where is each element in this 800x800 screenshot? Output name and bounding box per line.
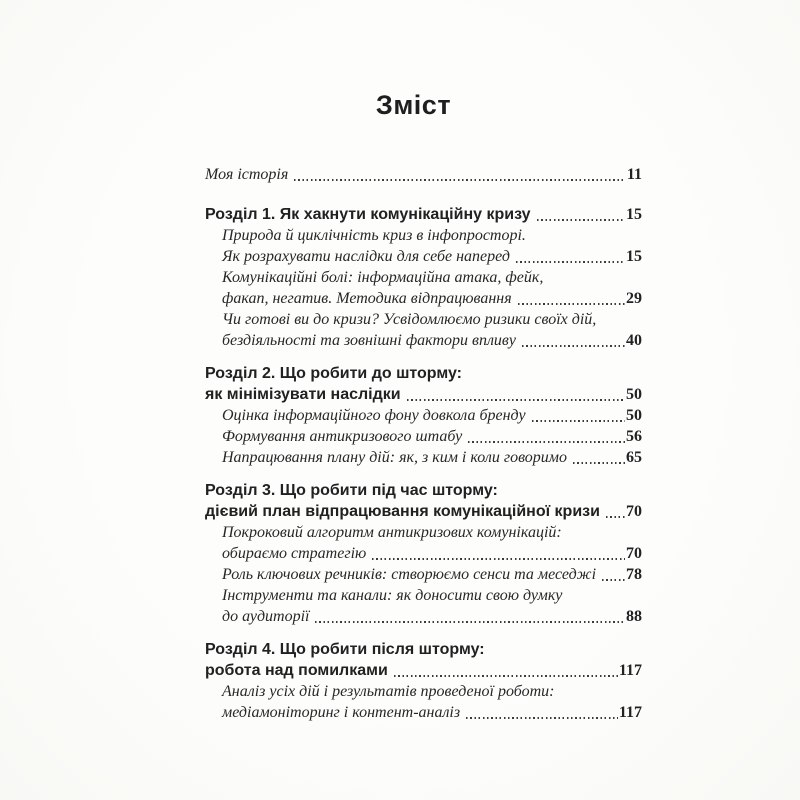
page-number: 50 (626, 407, 642, 424)
toc-entry (205, 384, 642, 405)
toc-entry (205, 480, 642, 501)
dot-leader (606, 516, 625, 518)
dot-leader (468, 441, 625, 443)
toc-entry-label: Моя історія (205, 166, 289, 183)
toc-entry (205, 309, 642, 330)
book-contents-page (205, 0, 642, 800)
page-number: 40 (626, 332, 642, 349)
toc-entry (205, 501, 642, 522)
toc-entry-label: Роль ключових речників: створюємо сенси та меседжі (222, 566, 597, 583)
toc-entry (205, 426, 642, 447)
toc-entry (205, 164, 642, 185)
toc-entry-label: Аналіз усіх дій і результатів проведеної роботи: (222, 683, 555, 700)
page-number: 117 (618, 662, 642, 679)
dot-leader (518, 303, 625, 305)
toc-entry-label: Інструменти та канали: як доносити свою думку (222, 587, 563, 604)
toc-entry-label: до аудиторії (222, 608, 310, 625)
toc-entry-label: Покроковий алгоритм антикризових комунікацій: (222, 524, 562, 541)
dot-leader (573, 462, 625, 464)
dot-leader (294, 179, 626, 181)
page-number: 50 (626, 386, 642, 403)
page-number: 78 (626, 566, 642, 583)
toc-entry-label: Розділ 2. Що робити до шторму: (205, 365, 463, 382)
page-title: Зміст (375, 90, 452, 120)
toc-entry-label: дієвий план відпрацювання комунікаційної кризи (205, 503, 600, 520)
toc-entry-label: робота над помилками (205, 662, 388, 679)
toc-section-2 (205, 363, 642, 468)
page-number: 117 (618, 704, 642, 721)
toc-entry (205, 246, 642, 267)
toc-entry (205, 702, 642, 723)
page-number: 65 (626, 449, 642, 466)
toc-entry-label: медіамоніторинг і контент-аналіз (222, 704, 461, 721)
toc-entry (205, 204, 642, 225)
dot-leader (602, 579, 625, 581)
dot-leader (516, 261, 625, 263)
dot-leader (372, 558, 625, 560)
toc-entry (205, 447, 642, 468)
toc-entry (205, 564, 642, 585)
toc-entry (205, 681, 642, 702)
toc-entry (205, 522, 642, 543)
toc-entry (205, 363, 642, 384)
toc-entry (205, 585, 642, 606)
toc-entry-label: Розділ 4. Що робити після шторму: (205, 641, 485, 658)
page-number: 88 (626, 608, 642, 625)
toc-entry-label: Напрацювання плану дій: як, з ким і коли говоримо (222, 449, 568, 466)
toc-entry-label: Чи готові ви до кризи? Усвідомлюємо ризики своїх дій, (222, 311, 597, 328)
toc-entry-label: Розділ 3. Що робити під час шторму: (205, 482, 498, 499)
page-number: 70 (626, 503, 642, 520)
dot-leader (537, 219, 625, 221)
page-number: 15 (626, 206, 642, 223)
toc-entry-label: Комунікаційні болі: інформаційна атака, фейк, (222, 269, 544, 286)
page-number: 11 (626, 166, 642, 183)
dot-leader (466, 717, 618, 719)
toc-entry (205, 267, 642, 288)
toc-entry-label: як мінімізувати наслідки (205, 386, 401, 403)
toc-entry-label: Природа й циклічність криз в інфопросторі. (222, 227, 526, 244)
toc-section-4 (205, 639, 642, 723)
page-number: 56 (626, 428, 642, 445)
toc-entry-label: Формування антикризового штабу (222, 428, 463, 445)
page-number: 15 (626, 248, 642, 265)
toc-entry (205, 225, 642, 246)
toc-entry-label: Як розрахувати наслідки для себе наперед (222, 248, 510, 265)
dot-leader (394, 675, 618, 677)
dot-leader (315, 621, 625, 623)
toc-section-1 (205, 204, 642, 351)
toc-entry (205, 543, 642, 564)
table-of-contents (205, 164, 642, 723)
toc-entry-label: факап, негатив. Методика відпрацювання (222, 290, 512, 307)
toc-entry-label: Оцінка інформаційного фону довкола бренду (222, 407, 526, 424)
page-number: 29 (626, 290, 642, 307)
toc-entry-label: бездіяльності та зовнішні фактори впливу (222, 332, 516, 349)
toc-entry (205, 639, 642, 660)
toc-entry (205, 405, 642, 426)
page-number: 70 (626, 545, 642, 562)
dot-leader (522, 345, 625, 347)
toc-entry (205, 288, 642, 309)
toc-entry-label: обираємо стратегію (222, 545, 367, 562)
toc-entry (205, 606, 642, 627)
toc-section-0 (205, 164, 642, 185)
toc-entry (205, 330, 642, 351)
toc-entry-label: Розділ 1. Як хакнути комунікаційну кризу (205, 206, 531, 223)
dot-leader (407, 399, 625, 401)
toc-section-3 (205, 480, 642, 627)
toc-entry (205, 660, 642, 681)
dot-leader (532, 420, 625, 422)
